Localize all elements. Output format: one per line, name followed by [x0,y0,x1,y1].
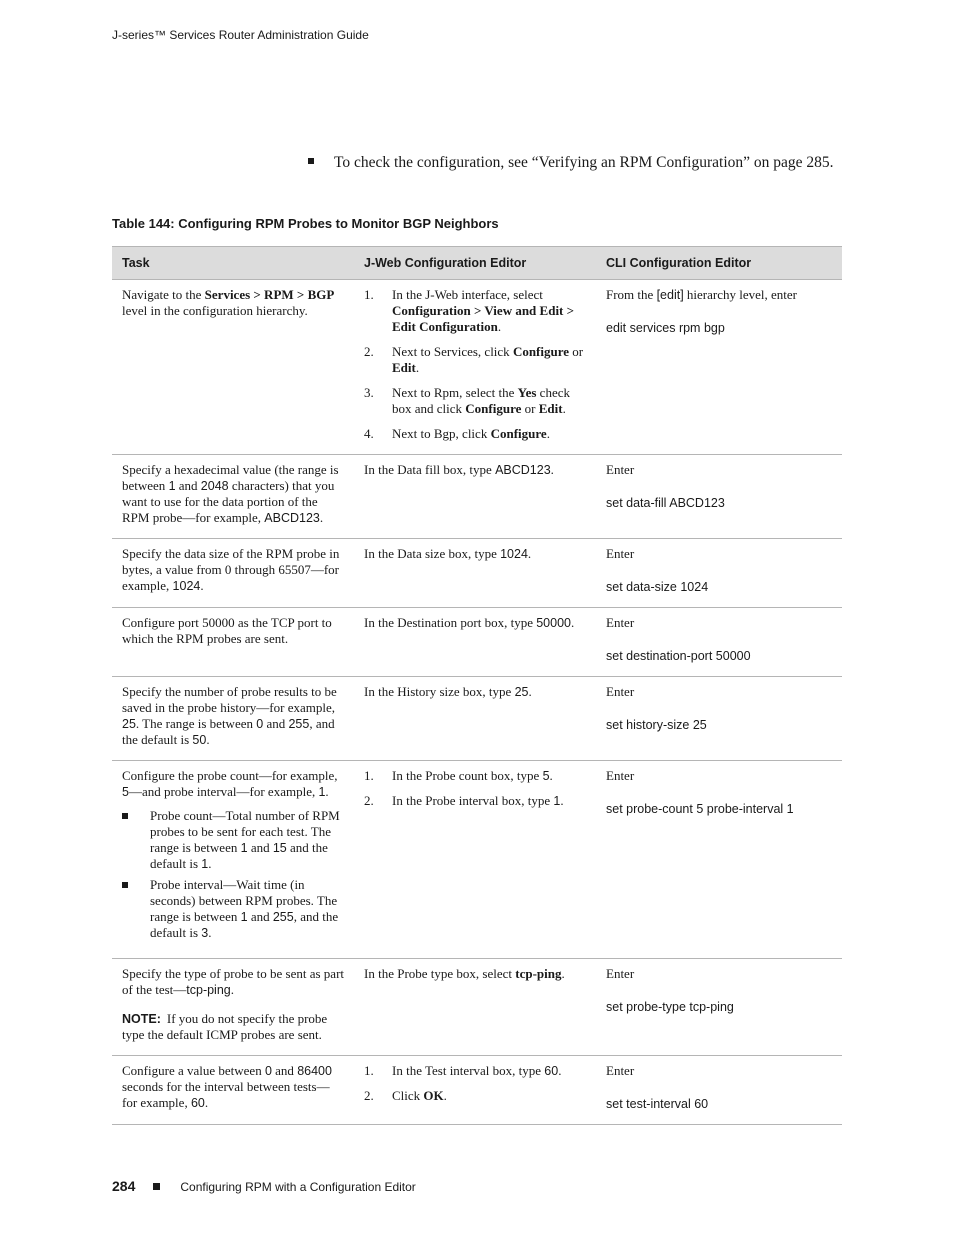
table-row [112,677,842,761]
text-run: —and probe interval—for example, [128,784,319,799]
text-run: . [200,578,204,593]
table-header-row [112,247,842,280]
task-sub-bullets [122,808,344,941]
footer-section-title: Configuring RPM with a Configuration Editor [180,1180,416,1194]
task-cell [112,677,354,761]
code-value: 1 [240,841,248,855]
text-run: . [230,982,234,997]
task-text [122,966,344,998]
task-cell [112,959,354,1056]
text-run: Specify the number of probe results to be saved in the probe history—for example, [122,684,337,715]
cli-cell [596,455,842,539]
cli-text: hierarchy level, enter [683,287,797,302]
code-value: 1 [168,479,176,493]
cli-command: set probe-count 5 probe-interval 1 [606,802,794,816]
text-run: . [319,510,324,525]
text-run: or [569,344,584,359]
code-value: 1024 [172,579,201,593]
text-run: Specify the data size of the RPM probe in bytes, a value from 0 through 65507—for example, [122,546,340,593]
jweb-step [364,287,586,335]
text-run: . [208,856,212,871]
table-caption: Table 144: Configuring RPM Probes to Monitor BGP Neighbors [112,216,499,231]
jweb-step [364,385,586,417]
text-run: . The range is between [135,716,257,731]
text-run: , and the default is [122,716,335,747]
bold-term: Configuration > View and Edit > Edit Configuration [392,303,575,334]
text-run: Specify the type of probe to be sent as part of the test— [122,966,345,997]
intro-bullet-text: To check the configuration, see “Verifying an RPM Configuration” on page 285. [334,154,834,171]
text-run: . [549,768,553,783]
task-text: Navigate to the [122,287,205,302]
table-row [112,280,842,455]
cli-cell [596,959,842,1056]
footer-square-icon [153,1183,160,1190]
sub-bullet-text [150,808,340,871]
sub-bullet-probe-interval [122,877,344,941]
cli-cell [596,1056,842,1125]
jweb-steps [364,1063,586,1104]
note-block [122,1011,344,1043]
text-run: and the default is [150,840,328,871]
config-table [112,246,842,1125]
text-run: characters) that you want to use for the data portion of the RPM probe—for example, [122,478,335,525]
code-value: 1 [240,910,248,924]
text-run: In the Test interval box, type [392,1063,545,1078]
code-value: 0 [256,717,264,731]
text-run: . [206,732,210,747]
text-run: and [247,840,273,855]
text-run: . [546,426,550,441]
cli-command: set probe-type tcp-ping [606,1000,734,1014]
code-value: 25 [122,717,136,731]
cli-enter: Enter [606,546,635,561]
jweb-step [364,793,586,809]
cli-cell [596,539,842,608]
code-value: 50000 [536,616,571,630]
task-text: level in the configuration hierarchy. [122,303,308,318]
text-run: In the Destination port box, type [364,615,537,630]
text-run: or [521,401,539,416]
text-run: Click [392,1088,424,1103]
text-run: . [528,684,532,699]
text-run: and [271,1063,298,1078]
column-header-cli: CLI Configuration Editor [596,247,842,280]
step-text [392,385,570,416]
code-value: 60 [190,1096,205,1110]
code-value: ABCD123 [264,511,320,525]
task-cell [112,539,354,608]
bold-term: Configure [465,401,522,416]
jweb-step [364,344,586,376]
task-cell [112,608,354,677]
table-row [112,761,842,959]
jweb-steps [364,287,586,442]
text-run: Next to Services, click [392,344,513,359]
step-text [392,344,583,375]
bold-term: tcp-ping [515,966,562,981]
step-text [392,793,564,808]
cli-enter: Enter [606,966,635,981]
text-run: . [550,462,554,477]
step-number: 4. [364,426,374,441]
table-row [112,1056,842,1125]
code-value: 1 [318,785,326,799]
intro-bullet [308,154,834,172]
text-run: In the Probe interval box, type [392,793,554,808]
jweb-cell [354,608,596,677]
bold-term: Edit [538,401,563,416]
bullet-square-icon [122,813,128,819]
code-value: 0 [264,1064,272,1078]
text-run: In the History size box, type [364,684,515,699]
cli-command: set history-size 25 [606,718,707,732]
jweb-step [364,426,586,442]
text-run: Next to Bgp, click [392,426,491,441]
step-text [392,1063,561,1078]
code-value: ABCD123 [495,463,551,477]
jweb-cell [354,959,596,1056]
jweb-cell [354,1056,596,1125]
text-run: , and the default is [150,909,339,940]
task-cell [112,761,354,959]
step-text [392,1088,447,1103]
cli-hierarchy-code: [edit] [656,288,684,302]
jweb-cell [354,455,596,539]
text-run: . [527,546,532,561]
jweb-steps [364,768,586,809]
code-value: 3 [201,926,209,940]
page-footer [112,1178,416,1194]
step-number: 2. [364,344,374,359]
code-value: 255 [288,717,310,731]
code-value: 1 [553,794,561,808]
text-run: Next to Rpm, select the [392,385,518,400]
text-run: In the Data fill box, type [364,462,496,477]
step-number: 2. [364,1088,374,1103]
text-run: . [208,925,212,940]
text-run: In the J-Web interface, select [392,287,543,302]
cli-command: set test-interval 60 [606,1097,709,1111]
text-run: . [325,784,329,799]
cli-command: edit services rpm bgp [606,321,725,335]
jweb-cell [354,280,596,455]
task-cell [112,280,354,455]
step-text [392,287,574,334]
bold-term: OK [423,1088,444,1103]
code-value: 86400 [297,1064,332,1078]
text-run: seconds for the interval between tests—for example, [122,1079,330,1110]
step-text [392,768,553,783]
cli-cell [596,608,842,677]
task-cell [112,1056,354,1125]
bold-term: Configure [490,426,547,441]
cli-enter: Enter [606,684,635,699]
text-run: . [204,1095,209,1110]
text-run: and [175,478,201,493]
cli-enter: Enter [606,462,635,477]
text-run: Configure the probe count—for example, [122,768,338,783]
cli-command: set destination-port 50000 [606,649,751,663]
bold-term: Edit [392,360,416,375]
task-cell [112,455,354,539]
text-run: . [560,793,564,808]
text-run: . [443,1088,447,1103]
sub-bullet-probe-count [122,808,344,872]
bullet-square-icon [308,158,314,164]
task-text [122,768,344,800]
text-run: Specify a hexadecimal value (the range is between [122,462,339,493]
text-run: Configure port 50000 as the TCP port to which the RPM probes are sent. [122,615,332,646]
code-value: tcp-ping [186,983,231,997]
step-text [392,426,550,441]
text-run: and [247,909,273,924]
table-row [112,608,842,677]
task-path: Services > RPM > BGP [204,287,335,302]
jweb-step [364,768,586,784]
code-value: 15 [272,841,287,855]
text-run: . [497,319,502,334]
jweb-step [364,1063,586,1079]
note-text: If you do not specify the probe type the default ICMP probes are sent. [122,1011,328,1042]
cli-instruction [606,287,832,303]
bold-term: Yes [517,385,537,400]
text-run: . [558,1063,562,1078]
step-number: 1. [364,287,374,302]
bullet-square-icon [122,882,128,888]
table-row [112,539,842,608]
cli-enter: Enter [606,1063,635,1078]
note-label: NOTE: [122,1012,161,1026]
code-value: 1024 [500,547,528,561]
jweb-cell [354,539,596,608]
table-row [112,455,842,539]
text-run: Probe count—Total number of RPM probes to be sent for each test. The range is between [150,808,340,855]
step-number: 1. [364,768,374,783]
code-value: 2048 [200,479,229,493]
sub-bullet-text [150,877,338,940]
column-header-task: Task [112,247,354,280]
jweb-step [364,1088,586,1104]
code-value: 25 [514,685,529,699]
code-value: 255 [272,910,294,924]
step-number: 3. [364,385,374,400]
code-value: 60 [544,1064,559,1078]
text-run: Probe interval—Wait time (in seconds) between RPM probes. The range is between [150,877,338,924]
table-row [112,959,842,1056]
cli-text: From the [606,287,657,302]
page-number: 284 [112,1178,136,1194]
text-run: . [562,401,566,416]
jweb-cell [354,761,596,959]
step-number: 2. [364,793,374,808]
cli-cell [596,677,842,761]
step-number: 1. [364,1063,374,1078]
text-run: . [570,615,575,630]
column-header-jweb: J-Web Configuration Editor [354,247,596,280]
text-run: . [561,966,565,981]
text-run: In the Probe count box, type [392,768,543,783]
text-run: In the Probe type box, select [364,966,516,981]
cli-command: set data-fill ABCD123 [606,496,725,510]
text-run: check box and click [392,385,570,416]
text-run: Configure a value between [122,1063,265,1078]
text-run: and [263,716,289,731]
code-value: 5 [542,769,550,783]
text-run: In the Data size box, type [364,546,501,561]
running-header: J-series™ Services Router Administration Guide [112,28,369,42]
code-value: 1 [201,857,209,871]
code-value: 5 [122,785,129,799]
cli-enter: Enter [606,615,635,630]
cli-cell [596,280,842,455]
bold-term: Configure [512,344,570,359]
jweb-cell [354,677,596,761]
text-run: . [415,360,420,375]
code-value: 50 [192,733,207,747]
cli-command: set data-size 1024 [606,580,709,594]
cli-enter: Enter [606,768,635,783]
cli-cell [596,761,842,959]
